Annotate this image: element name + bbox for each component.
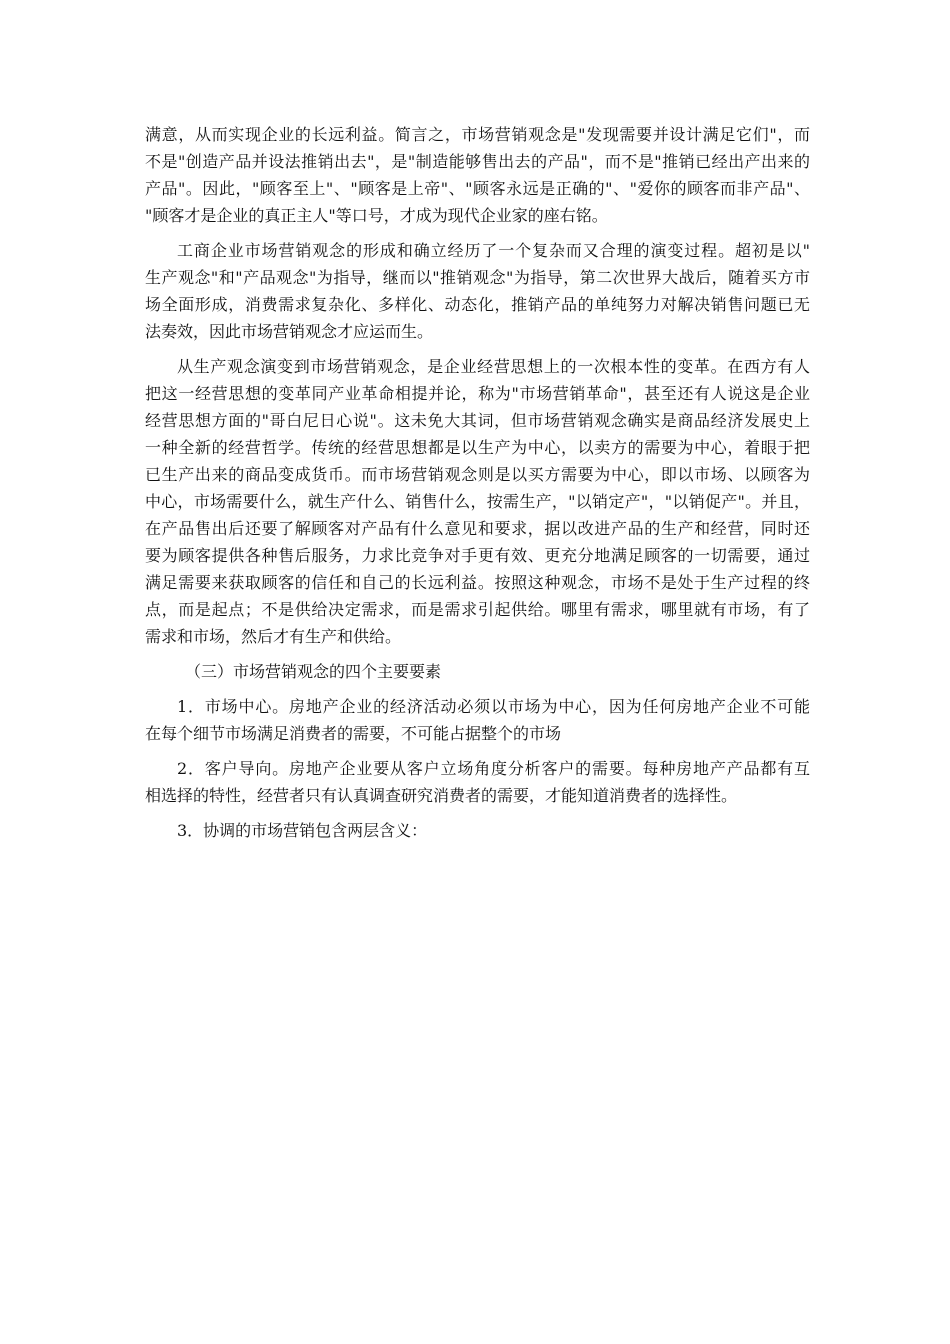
text-line: 3．协调的市场营销包含两层含义： <box>177 821 428 840</box>
text-line: 场全面形成，消费需求复杂化、多样化、动态化，推销产品的单纯努力对解决销售问题已无 <box>145 295 810 314</box>
text-line: 工商企业市场营销观念的形成和确立经历了一个复杂而又合理的演变过程。超初是以" <box>177 241 810 260</box>
paragraph-evolution <box>145 237 810 345</box>
text-line: "顾客才是企业的真正主人"等口号，才成为现代企业家的座右铭。 <box>145 206 608 225</box>
text-line: 产品"。因此，"顾客至上"、"顾客是上帝"、"顾客永远是正确的"、"爱你的顾客而非产品"、 <box>145 179 810 198</box>
text-line: 需求和市场，然后才有生产和供给。 <box>145 627 402 646</box>
list-item-coordinated-marketing <box>145 817 810 844</box>
text-line: 不是"创造产品并设法推销出去"，是"制造能够售出去的产品"，而不是"推销已经出产出来的 <box>145 152 810 171</box>
text-line: 一种全新的经营哲学。传统的经营思想都是以生产为中心，以卖方的需要为中心，着眼于把 <box>145 438 810 457</box>
list-item-customer-orientation <box>145 755 810 809</box>
text-line: 已生产出来的商品变成货币。而市场营销观念则是以买方需要为中心，即以市场、以顾客为 <box>145 465 810 484</box>
text-line: 经营思想方面的"哥白尼日心说"。这未免大其词，但市场营销观念确实是商品经济发展史上 <box>145 411 810 430</box>
list-item-market-center <box>145 693 810 747</box>
text-line: 把这一经营思想的变革同产业革命相提并论，称为"市场营销革命"，甚至还有人说这是企业 <box>145 384 810 403</box>
text-line: 满足需要来获取顾客的信任和自己的长远利益。按照这种观念，市场不是处于生产过程的终 <box>145 573 810 592</box>
text-line: 在每个细节市场满足消费者的需要，不可能占据整个的市场 <box>145 724 562 743</box>
text-line: 相选择的特性，经营者只有认真调查研究消费者的需要，才能知道消费者的选择性。 <box>145 786 738 805</box>
text-line: 从生产观念演变到市场营销观念，是企业经营思想上的一次根本性的变革。在西方有人 <box>177 357 810 376</box>
paragraph-consumer-first <box>145 121 810 229</box>
text-line: 点，而是起点；不是供给决定需求，而是需求引起供给。哪里有需求，哪里就有市场，有了 <box>145 600 810 619</box>
text-line: 生产观念"和"产品观念"为指导，继而以"推销观念"为指导，第二次世界大战后，随着买方市 <box>145 268 810 287</box>
section-heading <box>145 658 810 685</box>
paragraph-revolution <box>145 353 810 650</box>
document-page <box>145 121 810 844</box>
text-line: 2．客户导向。房地产企业要从客户立场角度分析客户的需要。每种房地产产品都有互 <box>177 759 810 778</box>
text-line: 要为顾客提供各种售后服务，力求比竞争对手更有效、更充分地满足顾客的一切需要，通过 <box>145 546 810 565</box>
section-heading-text: （三）市场营销观念的四个主要要素 <box>185 662 442 681</box>
text-line: 法奏效，因此市场营销观念才应运而生。 <box>145 322 434 341</box>
text-line: 满意，从而实现企业的长远利益。简言之，市场营销观念是"发现需要并设计满足它们"，而 <box>145 125 810 144</box>
text-line: 1．市场中心。房地产企业的经济活动必须以市场为中心，因为任何房地产企业不可能 <box>177 697 810 716</box>
text-line: 中心，市场需要什么，就生产什么、销售什么，按需生产，"以销定产"，"以销促产"。并且， <box>145 492 810 511</box>
text-line: 在产品售出后还要了解顾客对产品有什么意见和要求，据以改进产品的生产和经营，同时还 <box>145 519 810 538</box>
